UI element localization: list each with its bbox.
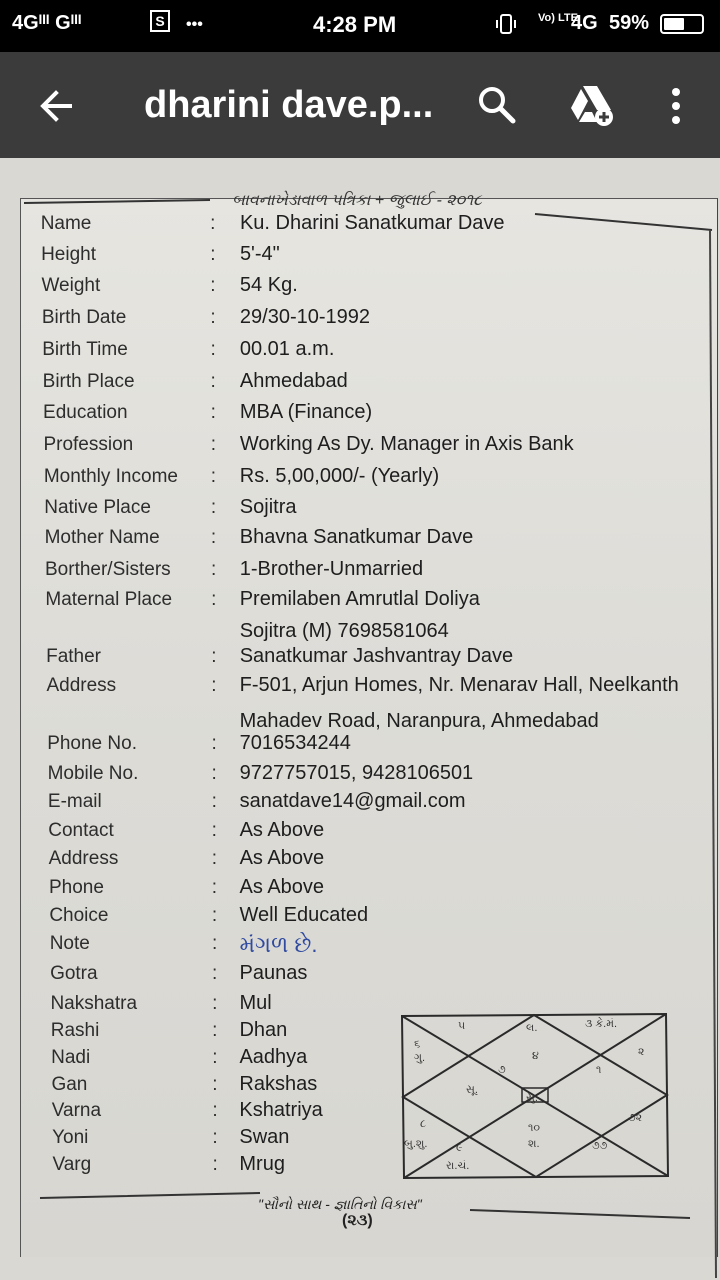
field-label: Phone No. <box>47 733 137 754</box>
field-colon: : <box>210 213 216 234</box>
field-value: Rs. 5,00,000/- (Yearly) <box>239 465 440 487</box>
field-colon: : <box>210 527 217 548</box>
chart-house-label: ૭૭ <box>592 1140 608 1152</box>
field-value: 5'-4" <box>239 243 280 265</box>
sim-icon: S <box>150 10 170 32</box>
more-vert-icon[interactable] <box>668 86 684 131</box>
field-label: Contact <box>48 820 114 841</box>
field-colon: : <box>210 434 216 455</box>
field-colon: : <box>211 877 218 898</box>
field-label: Father <box>46 646 102 667</box>
chart-house-label: ગુ. <box>414 1052 426 1064</box>
field-label: Monthly Income <box>43 466 178 487</box>
arrow-back-icon[interactable] <box>36 86 76 131</box>
field-colon: : <box>210 244 216 265</box>
chart-house-label: ૧૦ <box>528 1122 541 1134</box>
field-colon: : <box>211 848 217 869</box>
field-value: As Above <box>239 876 325 898</box>
field-colon: : <box>212 1047 218 1068</box>
field-label: Address <box>48 848 119 869</box>
field-colon: : <box>210 466 217 487</box>
field-label: Gan <box>51 1074 88 1095</box>
field-colon: : <box>210 497 217 518</box>
field-value: 9727757015, 9428106501 <box>239 762 474 784</box>
field-value: Mul <box>239 992 272 1014</box>
field-value: Working As Dy. Manager in Axis Bank <box>239 433 574 455</box>
field-colon: : <box>212 1020 218 1041</box>
field-colon: : <box>212 1100 218 1121</box>
chart-house-label: શ. <box>528 1138 540 1150</box>
field-value: MBA (Finance) <box>239 401 373 423</box>
field-colon: : <box>212 1127 218 1148</box>
field-colon: : <box>210 339 216 360</box>
chart-house-label: રા.ચં. <box>446 1160 470 1172</box>
field-label: Gotra <box>50 963 98 984</box>
field-colon: : <box>212 1074 218 1095</box>
field-colon: : <box>211 820 217 841</box>
field-value: sanatdave14@gmail.com <box>239 790 466 812</box>
field-value: Ku. Dharini Sanatkumar Dave <box>239 212 505 234</box>
chart-house-label: ૩ કે.મં. <box>585 1018 618 1030</box>
chart-house-label: ૬ <box>414 1038 421 1050</box>
field-colon: : <box>211 559 217 580</box>
field-colon: : <box>211 675 217 696</box>
document-title: dharini dave.p... <box>144 84 434 126</box>
search-icon[interactable] <box>476 84 518 131</box>
chart-house-label: બુ.શુ. <box>404 1138 428 1150</box>
field-colon: : <box>211 933 218 954</box>
field-colon: : <box>211 589 217 610</box>
field-label: Education <box>43 402 128 423</box>
field-label: Nadi <box>51 1047 91 1068</box>
field-label: Choice <box>49 905 109 926</box>
battery-icon <box>660 14 704 34</box>
field-label: Varg <box>52 1154 92 1175</box>
field-label: Phone <box>48 877 104 898</box>
field-label: Rashi <box>50 1020 100 1041</box>
field-value: 54 Kg. <box>239 274 298 296</box>
field-value: As Above <box>239 847 325 869</box>
field-label: Maternal Place <box>45 589 173 610</box>
field-value: Sojitra <box>239 496 297 518</box>
field-value: F-501, Arjun Homes, Nr. Menarav Hall, Neelkanth <box>239 674 679 696</box>
field-label: Height <box>41 244 96 265</box>
field-label: Native Place <box>44 497 151 518</box>
field-value: Sanatkumar Jashvantray Dave <box>239 645 514 667</box>
field-label: E-mail <box>47 791 102 812</box>
field-value: Premilaben Amrutlal Doliya <box>239 588 480 610</box>
field-value: મંગળ છે. <box>239 932 318 957</box>
field-label: Borther/Sisters <box>45 559 171 580</box>
chart-house-label: ૮ <box>420 1118 427 1130</box>
field-value: 1-Brother-Unmarried <box>239 558 424 580</box>
field-label: Mobile No. <box>47 763 139 784</box>
volte-label: Vo) LTE <box>538 12 578 24</box>
field-label: Profession <box>43 434 134 455</box>
field-label: Birth Date <box>41 307 127 328</box>
status-bar <box>0 0 720 52</box>
field-label: Birth Time <box>42 339 128 360</box>
field-value: Ahmedabad <box>239 370 348 392</box>
field-value: Sojitra (M) 7698581064 <box>239 620 449 642</box>
add-to-drive-icon[interactable] <box>568 84 614 131</box>
chart-house-label: લ. <box>526 1022 538 1034</box>
clock: 4:28 PM <box>313 12 397 37</box>
field-colon: : <box>211 733 217 754</box>
field-label: Varna <box>51 1100 102 1121</box>
chart-house-label: ૯ <box>456 1142 463 1154</box>
field-colon: : <box>210 371 216 392</box>
field-colon: : <box>210 307 216 328</box>
field-label: Weight <box>41 275 101 296</box>
chart-house-label: ૭ <box>498 1064 506 1076</box>
chart-house-label: ૨ <box>638 1046 645 1058</box>
overflow-dots-icon: ••• <box>186 16 203 33</box>
field-label: Mother Name <box>44 527 160 548</box>
network-signal-indicator: 4Gᴵᴵᴵ Gᴵᴵᴵ <box>12 12 82 34</box>
chart-house-label: ૧ <box>596 1064 602 1076</box>
field-value: 00.01 a.m. <box>239 338 335 360</box>
field-label: Birth Place <box>42 371 135 392</box>
document-footer: "સૌનો સાથ - જ્ઞાતિનો વિકાસ" <box>258 1196 422 1212</box>
battery-percentage: 59% <box>609 12 650 34</box>
app-bar <box>0 52 720 158</box>
field-value: Swan <box>239 1126 290 1148</box>
field-value: Mahadev Road, Naranpura, Ahmedabad <box>239 710 599 732</box>
field-value: 7016534244 <box>239 732 351 754</box>
field-colon: : <box>212 963 218 984</box>
field-value: As Above <box>239 819 325 841</box>
network-type-label: 4G <box>571 12 598 34</box>
field-value: Dhan <box>239 1019 288 1041</box>
chart-house-label: ૭૨ <box>628 1112 643 1124</box>
field-colon: : <box>212 1154 218 1175</box>
field-colon: : <box>211 791 217 812</box>
field-value: Well Educated <box>239 904 369 926</box>
field-label: Nakshatra <box>50 993 138 1014</box>
field-label: Address <box>46 675 117 696</box>
field-colon: : <box>211 646 217 667</box>
chart-house-label: ૫ <box>458 1020 466 1032</box>
field-colon: : <box>212 993 218 1014</box>
horoscope-chart <box>400 1012 670 1180</box>
field-value: Bhavna Sanatkumar Dave <box>239 526 474 548</box>
field-label: Note <box>49 933 90 954</box>
field-label: Yoni <box>52 1127 89 1148</box>
document-header: બાવનાખેડાવાળ પત્રિકા + જુલાઈ - ૨૦૧૮ <box>232 192 482 209</box>
page-number: (૨૩) <box>342 1212 373 1229</box>
field-value: 29/30-10-1992 <box>239 306 371 328</box>
field-value: Rakshas <box>239 1073 318 1095</box>
chart-house-label: સુ. <box>526 1092 538 1104</box>
chart-house-label: ૪ <box>532 1050 539 1062</box>
vibrate-icon <box>494 12 518 36</box>
chart-house-label: સૂ. <box>466 1084 478 1096</box>
field-label: Name <box>40 213 92 234</box>
field-value: Aadhya <box>239 1046 308 1068</box>
field-value: Mrug <box>239 1153 285 1175</box>
field-colon: : <box>210 402 216 423</box>
field-colon: : <box>210 275 216 296</box>
field-value: Kshatriya <box>239 1099 323 1121</box>
field-colon: : <box>211 905 218 926</box>
field-colon: : <box>211 763 217 784</box>
field-value: Paunas <box>239 962 308 984</box>
